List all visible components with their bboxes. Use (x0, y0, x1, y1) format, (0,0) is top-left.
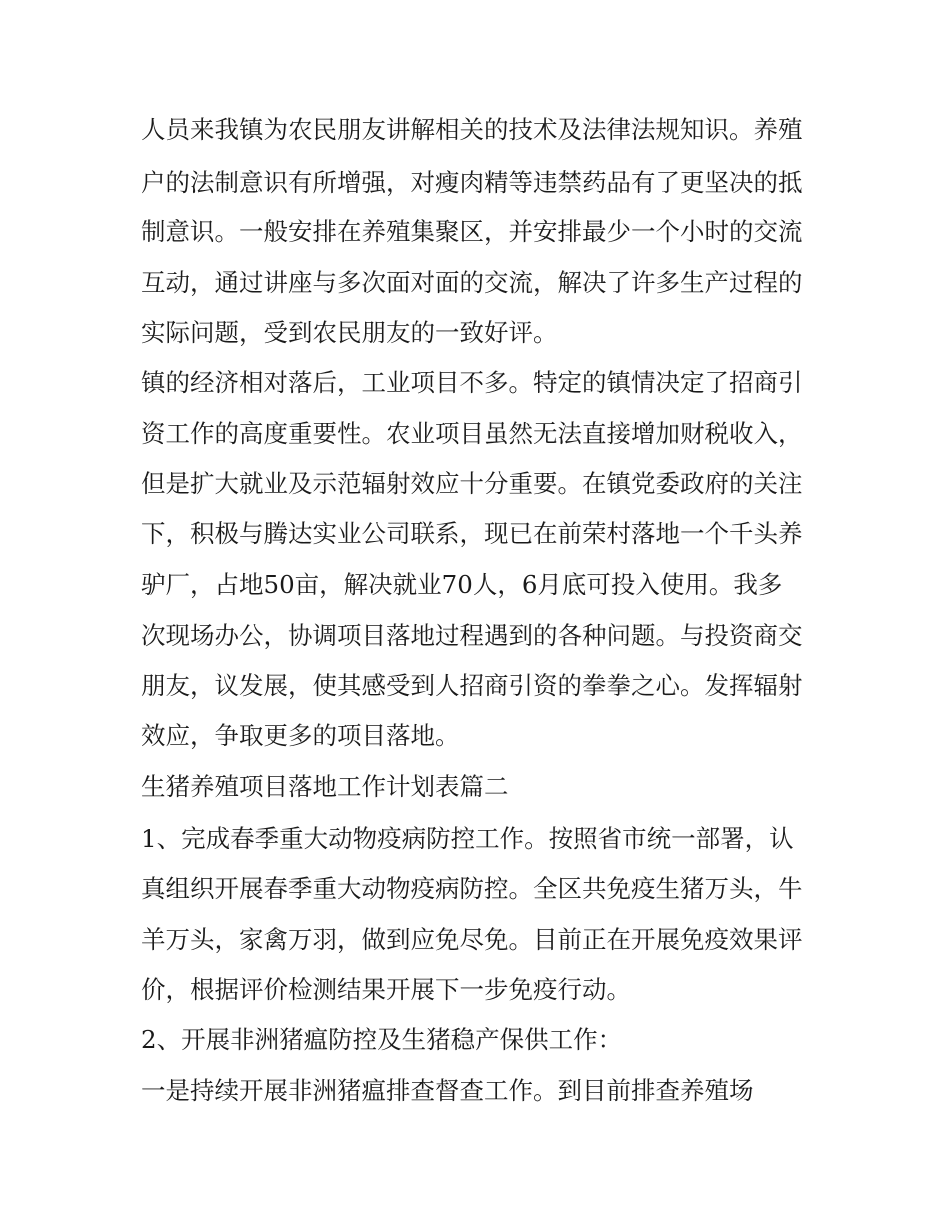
paragraph-line: 镇的经济相对落后，工业项目不多。特定的镇情决定了招商引 (141, 368, 803, 397)
paragraph-line: 下，积极与腾达实业公司联系，现已在前荣村落地一个千头养 (141, 519, 803, 548)
paragraph-line: 效应，争取更多的项目落地。 (141, 721, 460, 750)
paragraph-line: 羊万头，家禽万羽，做到应免尽免。目前正在开展免疫效果评 (141, 925, 803, 954)
paragraph-line: 制意识。一般安排在养殖集聚区，并安排最少一个小时的交流 (141, 217, 803, 246)
paragraph-line: 价，根据评价检测结果开展下一步免疫行动。 (141, 975, 631, 1004)
paragraph-line: 实际问题，受到农民朋友的一致好评。 (141, 318, 558, 347)
paragraph-line: 一是持续开展非洲猪瘟排查督查工作。到目前排查养殖场 (141, 1076, 754, 1105)
paragraph-line: 户的法制意识有所增强，对瘦肉精等违禁药品有了更坚决的抵 (141, 168, 803, 197)
paragraph-line: 2、开展非洲猪瘟防控及生猪稳产保供工作： (141, 1025, 623, 1054)
paragraph-line: 但是扩大就业及示范辐射效应十分重要。在镇党委政府的关注 (141, 469, 803, 498)
paragraph-line: 人员来我镇为农民朋友讲解相关的技术及法律法规知识。养殖 (141, 115, 803, 144)
paragraph-line: 资工作的高度重要性。农业项目虽然无法直接增加财税收入， (141, 419, 803, 448)
paragraph-line: 真组织开展春季重大动物疫病防控。全区共免疫生猪万头，牛 (141, 874, 803, 903)
paragraph-line: 次现场办公，协调项目落地过程遇到的各种问题。与投资商交 (141, 621, 803, 650)
paragraph-line: 驴厂，占地50亩，解决就业70人，6月底可投入使用。我多 (141, 570, 783, 599)
paragraph-line: 互动，通过讲座与多次面对面的交流，解决了许多生产过程的 (141, 268, 803, 297)
paragraph-line: 1、完成春季重大动物疫病防控工作。按照省市统一部署，认 (141, 824, 794, 853)
paragraph-line: 朋友，议发展，使其感受到人招商引资的拳拳之心。发挥辐射 (141, 671, 803, 700)
section-heading: 生猪养殖项目落地工作计划表篇二 (141, 772, 509, 801)
